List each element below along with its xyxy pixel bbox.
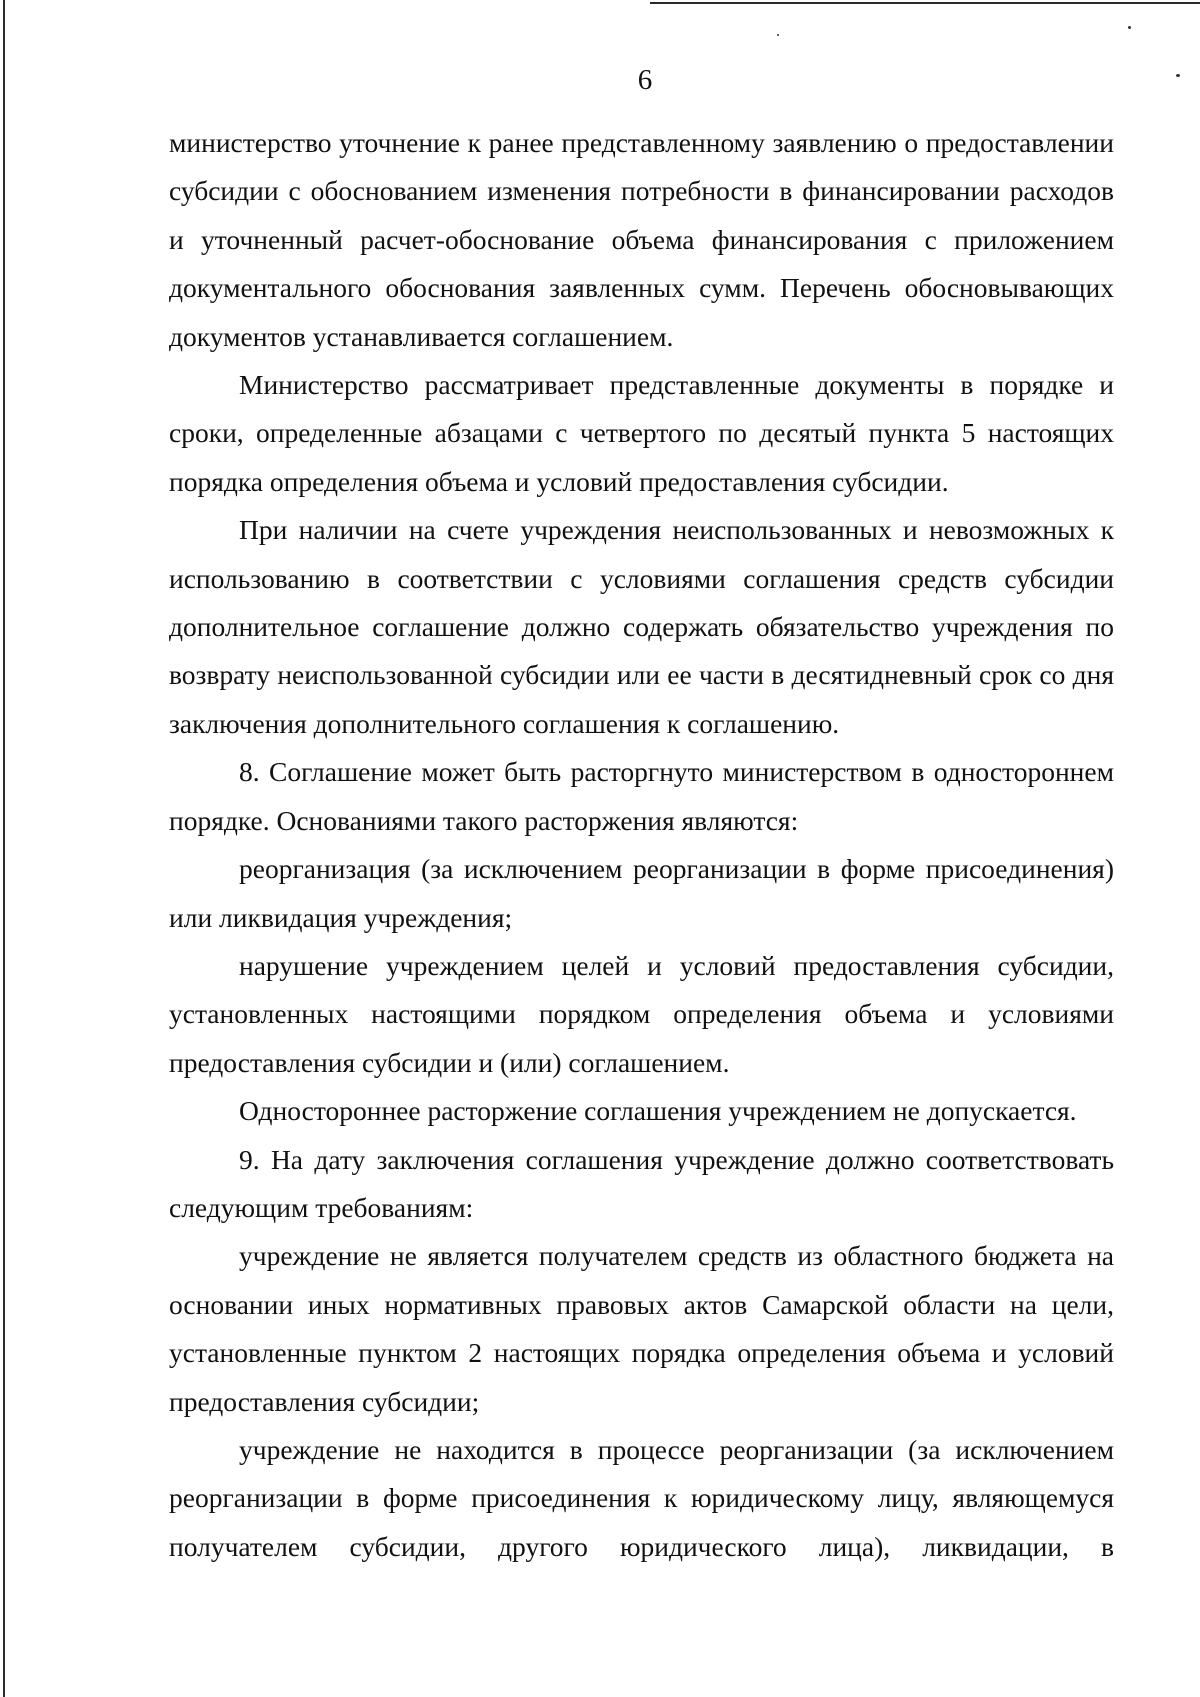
paragraph: 8. Соглашение может быть расторгнуто министерством в одностороннем порядке. Основаниями такого расторжения являются: bbox=[169, 756, 1114, 836]
paragraph: учреждение не находится в процессе реорганизации (за исключением реорганизации в форме присоединения к юридическому лицу, являющемуся получателем субсидии, другого юридического лица), ликвидации, в bbox=[169, 1433, 1114, 1562]
scan-top-border bbox=[650, 2, 1200, 4]
paragraph: 9. На дату заключения соглашения учреждение должно соответствовать следующим требованиям: bbox=[169, 1143, 1114, 1223]
scan-speck bbox=[1128, 26, 1131, 29]
paragraph: реорганизация (за исключением реорганизации в форме присоединения) или ликвидация учреждения; bbox=[169, 853, 1114, 933]
scan-left-border bbox=[3, 0, 5, 1697]
document-body bbox=[169, 119, 1114, 1571]
scan-speck bbox=[777, 34, 779, 36]
paragraph: Министерство рассматривает представленные документы в порядке и сроки, определенные абзацами с четвертого по десятый пункта 5 настоящих порядка определения объема и условий предоставления субсидии. bbox=[169, 369, 1114, 497]
paragraph: министерство уточнение к ранее представленному заявлению о предоставлении субсидии с обоснованием изменения потребности в финансировании расходов и уточненный расчет-обоснование объема финансирования с приложением документального обоснования заявленных сумм. Перечень обосновывающих документов устанавливается соглашением. bbox=[169, 127, 1114, 352]
paragraph: учреждение не является получателем средств из областного бюджета на основании иных нормативных правовых актов Самарской области на цели, установленные пунктом 2 настоящих порядка определения объема и условий предоставления субсидии; bbox=[169, 1240, 1114, 1417]
paragraph: При наличии на счете учреждения неиспользованных и невозможных к использованию в соответствии с условиями соглашения средств субсидии дополнительное соглашение должно содержать обязательство учреждения по возврату неиспользованной субсидии или ее части в десятидневный срок со дня заключения дополнительного соглашения к соглашению. bbox=[169, 514, 1114, 739]
paragraph: нарушение учреждением целей и условий предоставления субсидии, установленных настоящими порядком определения объема и условиями предоставления субсидии и (или) соглашением. bbox=[169, 949, 1114, 1078]
paragraph: Одностороннее расторжение соглашения учреждением не допускается. bbox=[239, 1095, 1077, 1127]
page-number: 6 bbox=[637, 64, 653, 96]
